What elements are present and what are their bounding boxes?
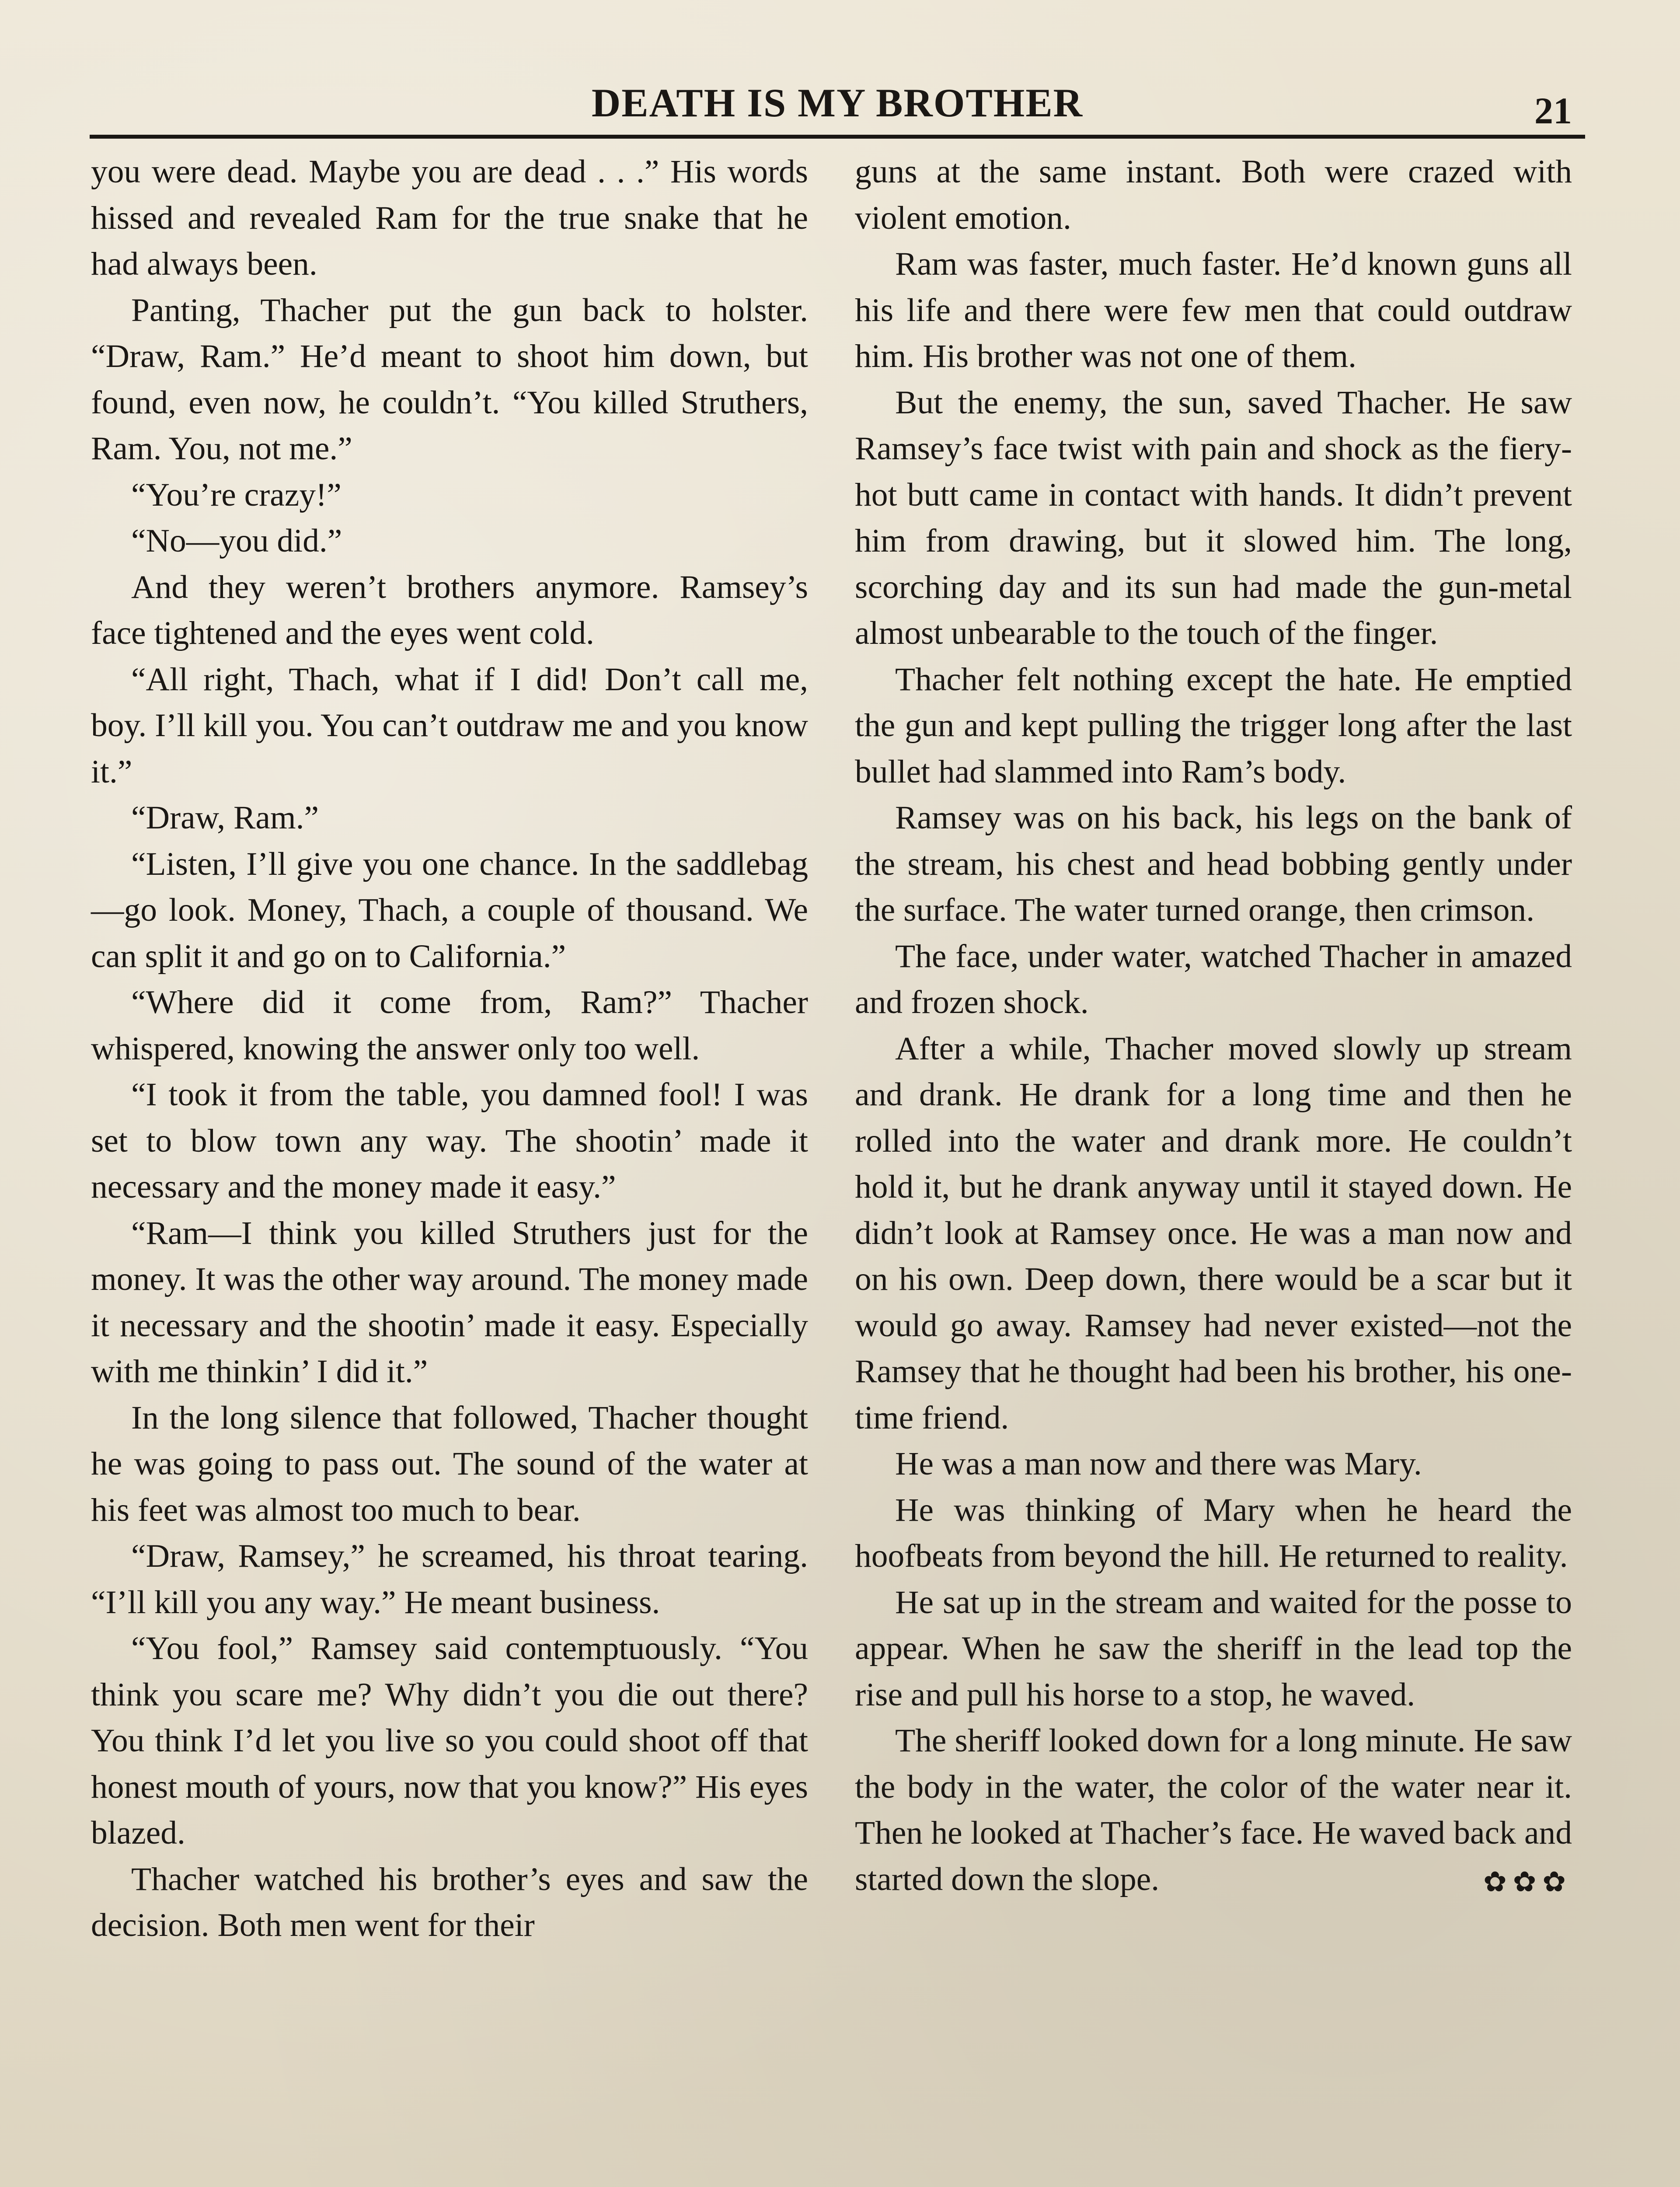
- paragraph: Panting, Thacher put the gun back to holster. “Draw, Ram.” He’d meant to shoot him down, but found, even now, he couldn’t. “You killed Struthers, Ram. You, not me.”: [91, 292, 808, 467]
- paragraph: “No—you did.”: [131, 523, 342, 559]
- paragraph: Thacher felt nothing except the hate. He emptied the gun and kept pulling the trigger long after the last bullet had slammed into Ram’s body.: [855, 661, 1572, 790]
- paragraph: guns at the same instant. Both were crazed with violent emotion.: [855, 154, 1572, 236]
- paragraph: He sat up in the stream and waited for the posse to appear. When he saw the sheriff in the lead top the rise and pull his horse to a stop, he waved.: [855, 1584, 1572, 1713]
- paragraph: But the enemy, the sun, saved Thacher. He saw Ramsey’s face twist with pain and shock as the fiery-hot butt came in contact with hands. It didn’t prevent him from drawing, but it slowed him. The long, scorching day and its sun had made the gun-metal almost unbearable to the touch of the finger.: [855, 384, 1572, 651]
- end-of-story-mark-icon: ✿✿✿: [1483, 1866, 1572, 1897]
- paragraph: “Where did it come from, Ram?” Thacher whispered, knowing the answer only too well.: [91, 984, 808, 1067]
- paragraph: “Draw, Ram.”: [131, 800, 319, 836]
- paragraph: “Listen, I’ll give you one chance. In the saddlebag—go look. Money, Thach, a couple of thousand. We can split it and go on to California.”: [91, 845, 808, 975]
- paragraph-text: The sheriff looked down for a long minute. He saw the body in the water, the color of the water near it. Then he looked at Thacher’s face. He waved back and started down the slope.: [855, 1722, 1572, 1897]
- running-head: [90, 77, 1585, 142]
- paragraph: He was a man now and there was Mary.: [895, 1446, 1422, 1482]
- story-title: DEATH IS MY BROTHER: [591, 80, 1084, 125]
- final-paragraph: [855, 1718, 1572, 1902]
- paragraph: “All right, Thach, what if I did! Don’t call me, boy. I’ll kill you. You can’t outdraw me and you know it.”: [91, 661, 808, 790]
- paragraph: Ram was faster, much faster. He’d known guns all his life and there were few men that could outdraw him. His brother was not one of them.: [855, 246, 1572, 374]
- paragraph: “Ram—I think you killed Struthers just for the money. It was the other way around. The money made it necessary and the shootin’ made it easy. Especially with me thinkin’ I did it.”: [91, 1215, 808, 1390]
- page-number: 21: [1534, 90, 1572, 132]
- paragraph: “I took it from the table, you damned fool! I was set to blow town any way. The shootin’ made it necessary and the money made it easy.”: [91, 1076, 808, 1205]
- paragraph: “You fool,” Ramsey said contemptuously. “You think you scare me? Why didn’t you die out there? You think I’d let you live so you could shoot off that honest mouth of yours, now that you know?” His eyes blazed.: [91, 1630, 808, 1851]
- paragraph: “Draw, Ramsey,” he screamed, his throat tearing. “I’ll kill you any way.” He meant business.: [91, 1538, 808, 1621]
- paragraph: you were dead. Maybe you are dead . . .” His words hissed and revealed Ram for the true snake that he had always been.: [91, 154, 808, 282]
- paragraph: Ramsey was on his back, his legs on the bank of the stream, his chest and head bobbing gently under the surface. The water turned orange, then crimson.: [855, 800, 1572, 928]
- paragraph: Thacher watched his brother’s eyes and saw the decision. Both men went for their: [91, 1861, 808, 1943]
- paragraph: In the long silence that followed, Thacher thought he was going to pass out. The sound of the water at his feet was almost too much to bear.: [91, 1399, 808, 1528]
- paragraph: The face, under water, watched Thacher in amazed and frozen shock.: [855, 938, 1572, 1020]
- paragraph: He was thinking of Mary when he heard the hoofbeats from beyond the hill. He returned to reality.: [855, 1492, 1572, 1574]
- right-column: [855, 149, 1572, 1905]
- paragraph: “You’re crazy!”: [131, 476, 342, 513]
- paragraph: After a while, Thacher moved slowly up stream and drank. He drank for a long time and then he rolled into the water and drank more. He couldn’t hold it, but he drank anyway until it stayed down. He didn’t look at Ramsey once. He was a man now and on his own. Deep down, there would be a scar but it would go away. Ramsey had never existed—not the Ramsey that he thought had been his brother, his one-time friend.: [855, 1030, 1572, 1436]
- header-rule: [90, 135, 1585, 139]
- left-column: [91, 149, 808, 1949]
- paragraph: And they weren’t brothers anymore. Ramsey’s face tightened and the eyes went cold.: [91, 569, 808, 651]
